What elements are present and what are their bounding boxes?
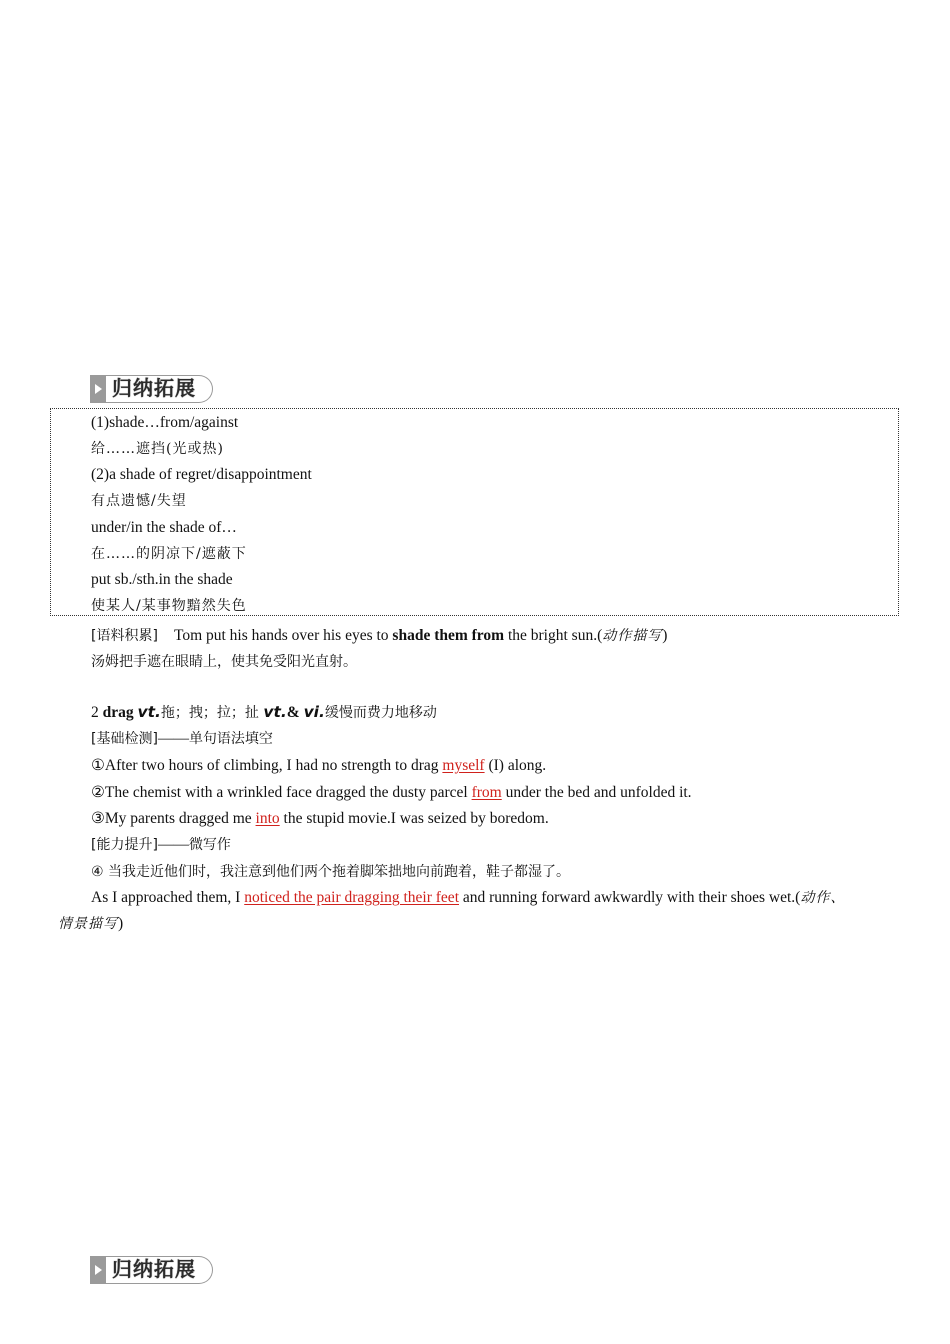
box-line-5: under/in the shade of… <box>91 519 237 536</box>
badge-arrow-box <box>90 375 106 403</box>
item-2-answer: from <box>471 784 502 801</box>
badge-label: 归纳拓展 <box>112 376 196 400</box>
ability-answer <box>91 888 845 908</box>
ability-note-2: 情景描写 <box>58 916 118 932</box>
corpus-sentence <box>91 626 667 646</box>
badge-label: 归纳拓展 <box>112 1257 196 1281</box>
ability-close: ) <box>118 915 124 932</box>
ability-answer-text: noticed the pair dragging their feet <box>244 889 459 906</box>
ability-answer-before: As I approached them, I <box>91 889 245 906</box>
ability-tag: [能力提升] <box>91 837 158 853</box>
basic-test-heading <box>91 729 273 749</box>
corpus-before: Tom put his hands over his eyes to <box>173 627 393 644</box>
item-3-before: ③My parents dragged me <box>91 810 256 827</box>
box-line-7: put sb./sth.in the shade <box>91 571 233 588</box>
badge-arrow-box <box>90 1256 106 1284</box>
basic-test-title: 单句语法填空 <box>188 731 273 747</box>
item-3-answer: into <box>255 810 280 827</box>
ability-note-1: 动作、 <box>800 890 846 906</box>
entry-meaning1: 拖；拽；拉；扯 <box>160 705 264 721</box>
corpus-translation: 汤姆把手遮在眼睛上，使其免受阳光直射。 <box>91 654 357 670</box>
box-line-3: (2)a shade of regret/disappointment <box>91 466 312 483</box>
play-triangle-icon <box>95 384 102 394</box>
box-line-2: 给……遮挡(光或热) <box>91 441 224 457</box>
basic-test-item-1 <box>91 756 546 776</box>
entry-pos1: vt. <box>137 703 161 721</box>
item-3-after: the stupid movie.I was seized by boredom. <box>279 810 549 827</box>
corpus-close: ) <box>662 627 668 644</box>
ability-heading <box>91 835 231 855</box>
entry-number: 2 <box>91 704 103 721</box>
section-badge-summary-2 <box>90 1256 214 1284</box>
box-line-8: 使某人/某事物黯然失色 <box>91 598 247 614</box>
box-line-4: 有点遗憾/失望 <box>91 493 187 509</box>
section-badge-summary <box>90 375 214 403</box>
basic-test-tag: [基础检测] <box>91 731 158 747</box>
ability-dash: —— <box>157 836 189 853</box>
corpus-bold: shade them from <box>392 627 505 644</box>
entry-amp: & <box>286 704 304 721</box>
corpus-after: the bright sun.( <box>504 627 603 644</box>
entry-meaning2: 缓慢而费力地移动 <box>324 705 437 721</box>
entry-pos3: vi. <box>303 703 325 721</box>
box-line-1: (1)shade…from/against <box>91 414 239 431</box>
item-1-answer: myself <box>442 757 485 774</box>
ability-answer-cont <box>58 914 123 934</box>
entry-pos2: vt. <box>263 703 287 721</box>
entry-drag-heading <box>91 702 437 723</box>
ability-title: 微写作 <box>188 837 231 853</box>
ability-prompt: ④ 当我走近他们时，我注意到他们两个拖着脚笨拙地向前跑着，鞋子都湿了。 <box>91 864 570 880</box>
box-line-6: 在……的阴凉下/遮蔽下 <box>91 546 247 562</box>
play-triangle-icon <box>95 1265 102 1275</box>
basic-test-dash: —— <box>157 730 189 747</box>
item-1-after: (I) along. <box>484 757 547 774</box>
corpus-tag: [语料积累] <box>91 628 158 644</box>
item-1-before: ①After two hours of climbing, I had no strength to drag <box>91 757 443 774</box>
item-2-after: under the bed and unfolded it. <box>501 784 692 801</box>
item-2-before: ②The chemist with a wrinkled face dragged the dusty parcel <box>91 784 472 801</box>
entry-word: drag <box>102 704 138 721</box>
ability-answer-after: and running forward awkwardly with their shoes wet.( <box>459 889 801 906</box>
basic-test-item-3 <box>91 809 549 829</box>
basic-test-item-2 <box>91 783 692 803</box>
corpus-note: 动作描写 <box>602 628 663 644</box>
